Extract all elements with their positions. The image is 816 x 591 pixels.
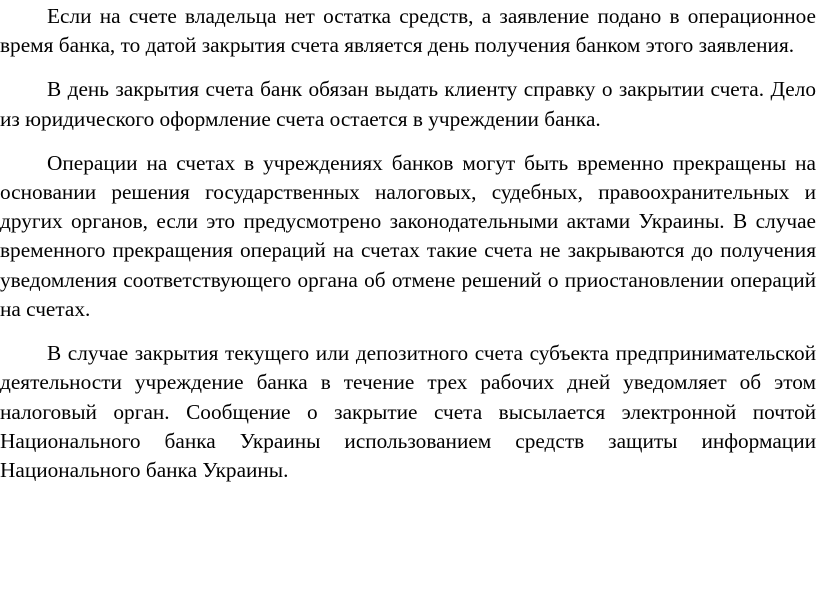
paragraph-operations-suspension: Операции на счетах в учреждениях банков могут быть временно прекращены на основании решения государственных налоговых, судебных, правоохранительных и других органов, если это предусмотрено законодательными актами Украины. В случае временного прекращения операций на счетах такие счета не закрываются до получения уведомления соответствующего органа об отмене решений о приостановлении операций на счетах. bbox=[0, 150, 816, 322]
paragraph-tax-notification: В случае закрытия текущего или депозитного счета субъекта предпринимательской деятельности учреждение банка в течение трех рабочих дней уведомляет об этом налоговый орган. Сообщение о закрытие счета высылается электронной почтой Национального банка Украины использованием средств защиты информации Национального банка Украины. bbox=[0, 341, 816, 483]
paragraph-closing-certificate: В день закрытия счета банк обязан выдать клиенту справку о закрытии счета. Дело из юридического оформление счета остается в учреждении банка. bbox=[0, 77, 816, 131]
paragraph-account-closing-date: Если на счете владельца нет остатка средств, а заявление подано в операционное время банка, то датой закрытия счета является день получения банком этого заявления. bbox=[0, 4, 816, 58]
